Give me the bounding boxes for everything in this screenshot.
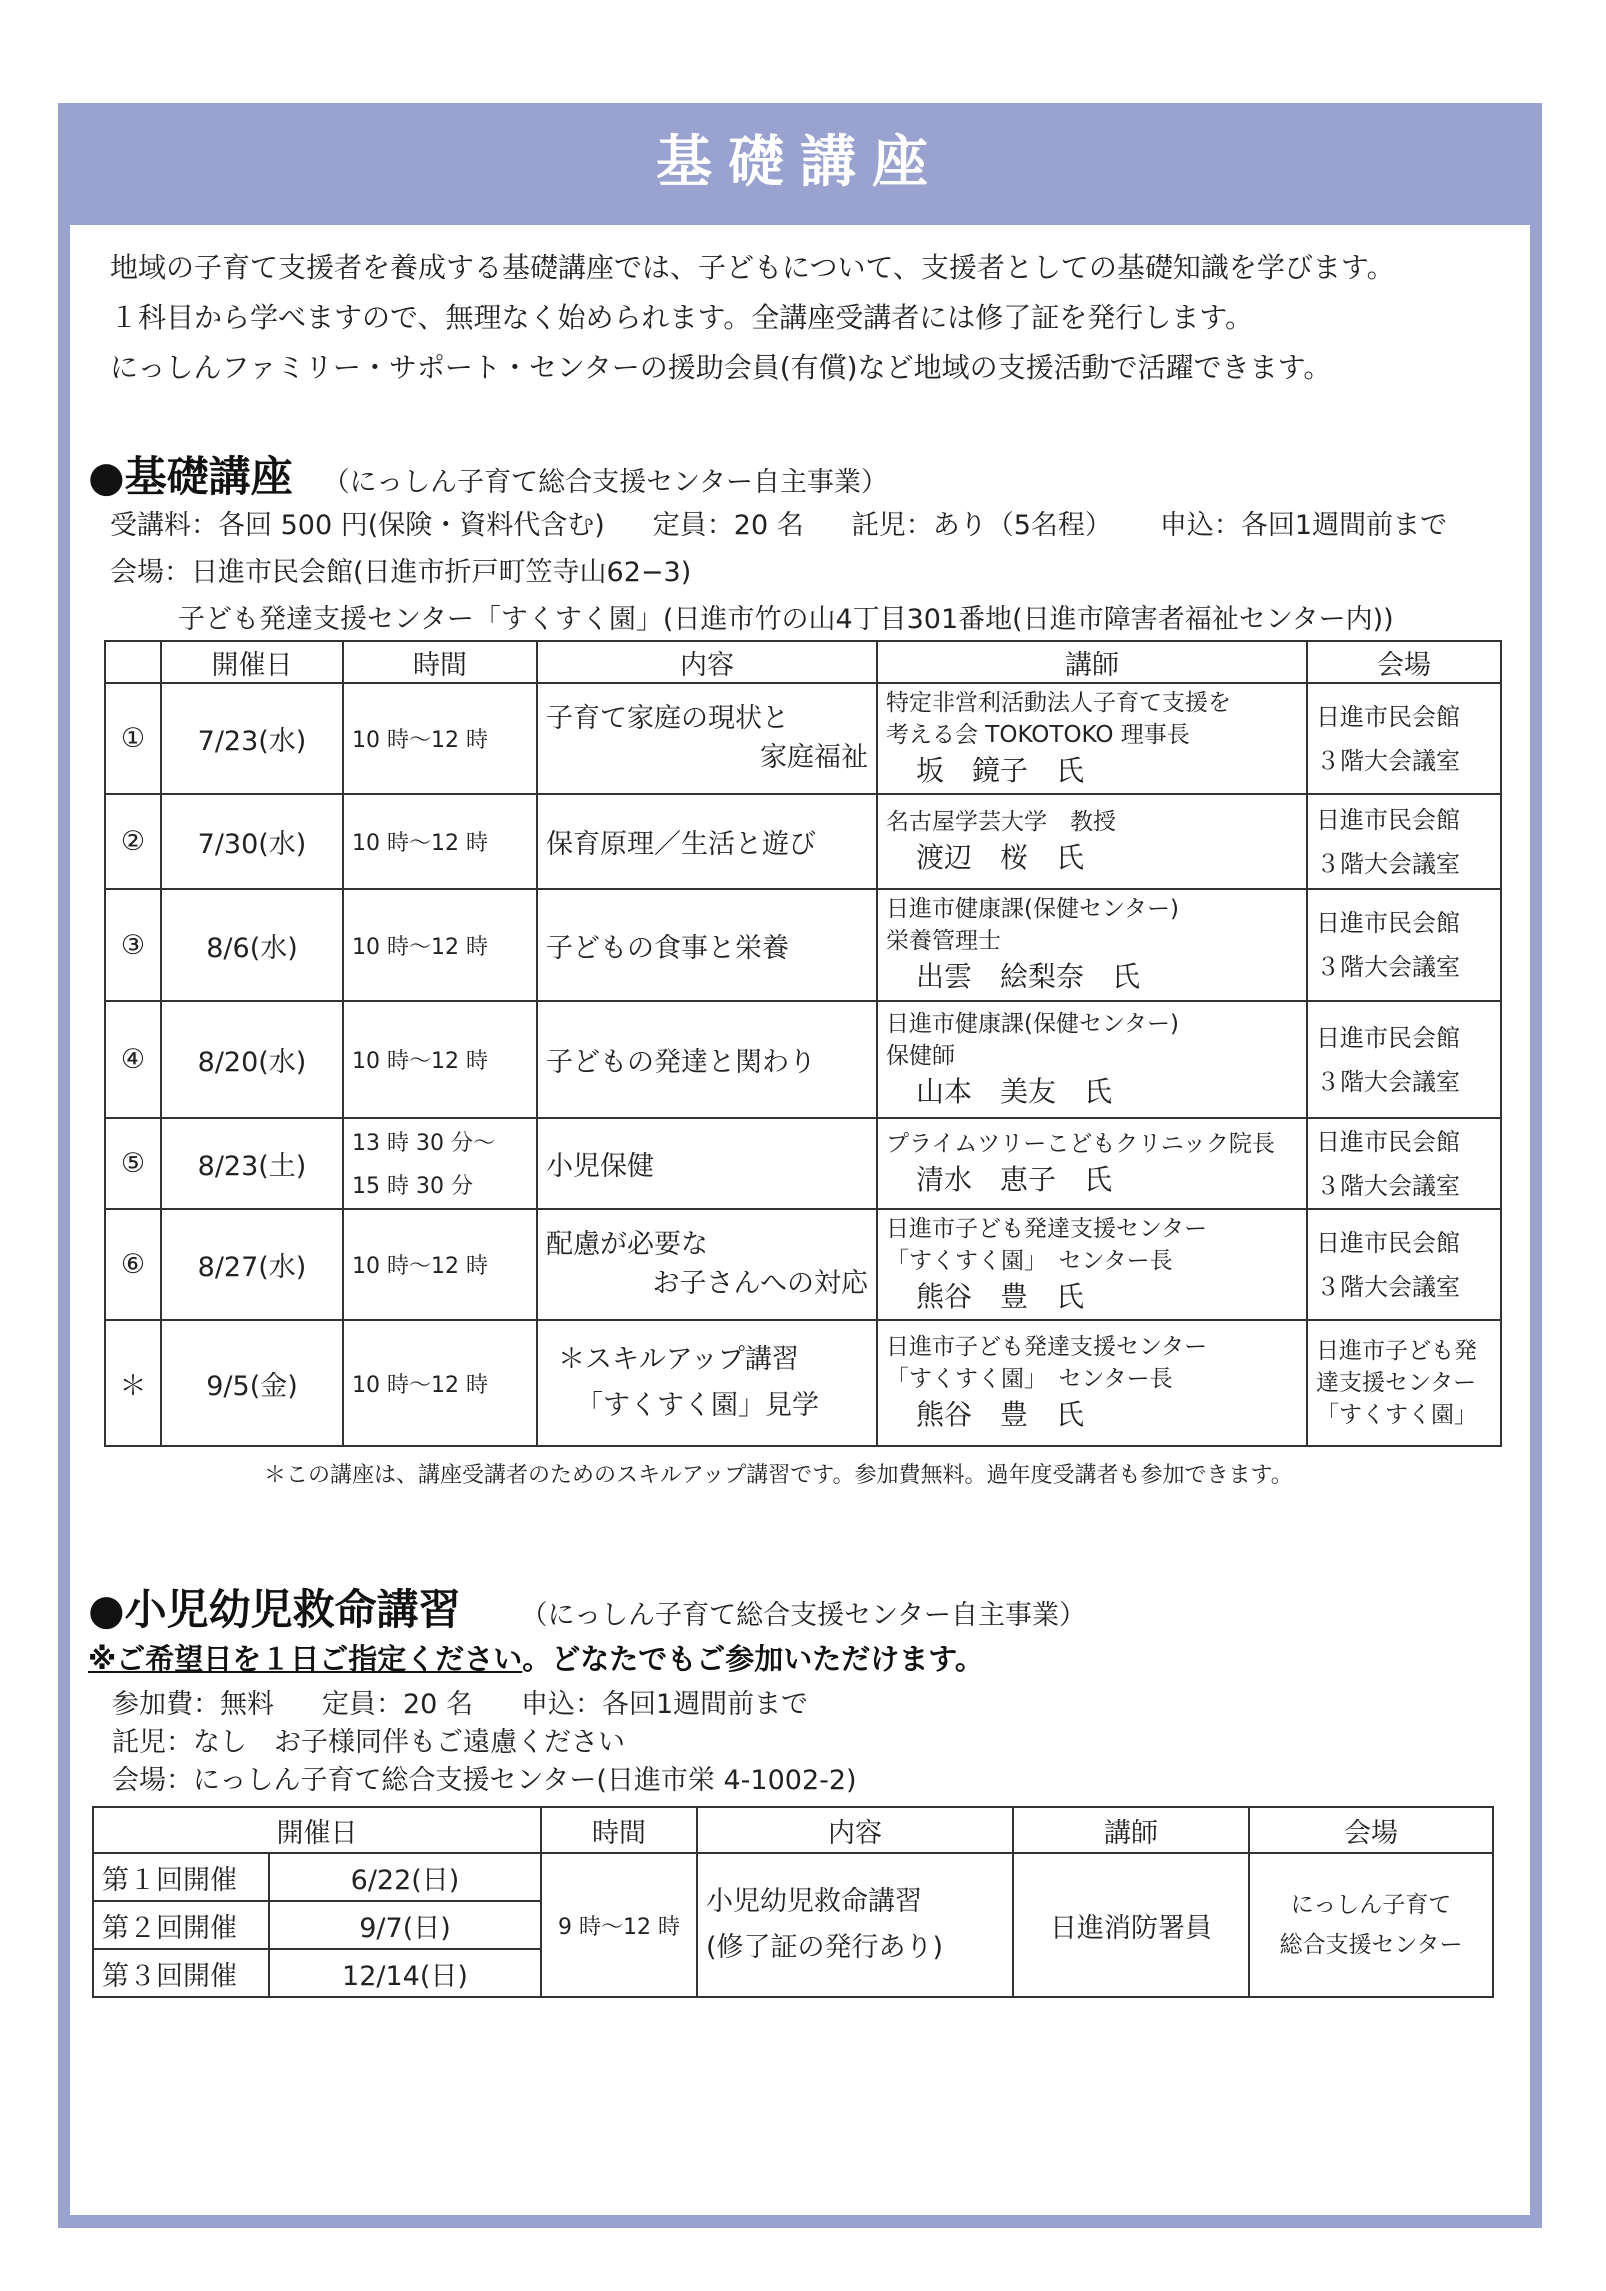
kiso-title: ●基礎講座 [88,452,293,501]
row-time: 10 時〜12 時 [343,683,537,794]
row-time: 10 時〜12 時 [343,794,537,889]
lecturer-name: 山本 美友 氏 [916,1074,1113,1108]
kyumei-title: ●小児幼児救命講習 [88,1585,461,1634]
row-date: 7/23(水) [161,683,343,794]
row-venue: 日進市民会館 ３階大会議室 [1307,889,1501,1001]
col-header: 開催日 [93,1807,541,1853]
row-time: 13 時 30 分〜 15 時 30 分 [343,1118,537,1209]
kiso-footnote: ＊この講座は、講座受講者のためのスキルアップ講習です。参加費無料。過年度受講者も参加できます。 [264,1463,1293,1488]
kyumei-childcare: 託児：なし お子様同伴もご遠慮ください [112,1727,625,1758]
page-title: 基礎講座 [656,130,944,195]
intro-line: にっしんファミリー・サポート・センターの援助会員(有償)など地域の支援活動で活躍できます。 [110,351,1332,384]
kyumei-place: にっしん子育て 総合支援センター [1249,1853,1493,1997]
kyumei-content: 小児幼児救命講習 (修了証の発行あり) [697,1853,1013,1997]
table-row [105,1320,1501,1446]
col-header: 内容 [697,1807,1013,1853]
row-content: 子どもの発達と関わり [537,1001,877,1118]
row-lecturer: 日進市子ども発達支援センター 「すくすく園」 センター長 熊谷 豊 氏 [877,1209,1307,1320]
row-content: 子どもの食事と栄養 [537,889,877,1001]
table-row [105,1001,1501,1118]
row-time: 10 時〜12 時 [343,1320,537,1446]
kiso-venue1: 会場：日進市民会館(日進市折戸町笠寺山62−3) [110,557,692,588]
col-header: 時間 [343,641,537,683]
row-lecturer: 名古屋学芸大学 教授 渡辺 桜 氏 [877,794,1307,889]
col-header: 講師 [877,641,1307,683]
lecturer-name: 坂 鏡子 氏 [916,753,1085,787]
kyumei-subtitle: （にっしん子育て総合支援センター自主事業） [520,1600,1087,1631]
row-date: 7/30(水) [161,794,343,889]
row-lecturer: 日進市健康課(保健センター) 栄養管理士 出雲 絵梨奈 氏 [877,889,1307,1001]
lecturer-name: 熊谷 豊 氏 [916,1279,1085,1313]
kyumei-capacity: 定員：20 名 [322,1689,473,1720]
row-date: 8/23(土) [161,1118,343,1209]
table-row [93,1853,1493,1901]
row-number: ① [105,683,161,794]
table-row [105,889,1501,1001]
row-date: 8/27(水) [161,1209,343,1320]
row-time: 10 時〜12 時 [343,1209,537,1320]
table-header-row [105,641,1501,683]
kiso-childcare: 託児：あり（5名程） [851,510,1112,541]
row-number: ② [105,794,161,889]
kiso-info-row [110,503,1495,542]
row-venue: 日進市民会館 ３階大会議室 [1307,683,1501,794]
row-venue: 日進市民会館 ３階大会議室 [1307,1209,1501,1320]
kyumei-lecturer: 日進消防署員 [1013,1853,1249,1997]
kyumei-heading [88,1577,1086,1637]
intro-line: １科目から学べますので、無理なく始められます。全講座受講者には修了証を発行します。 [110,301,1253,334]
col-header: 会場 [1249,1807,1493,1853]
col-header: 講師 [1013,1807,1249,1853]
kiso-subtitle: （にっしん子育て総合支援センター自主事業） [322,467,889,498]
lecturer-name: 出雲 絵梨奈 氏 [916,960,1141,993]
session-label: 第３回開催 [93,1949,269,1997]
kyumei-venue: 会場：にっしん子育て総合支援センター(日進市栄 4-1002-2) [112,1765,857,1796]
intro-text [110,243,1510,393]
session-label: 第１回開催 [93,1853,269,1901]
row-date: 8/6(水) [161,889,343,1001]
kyumei-schedule-table [92,1806,1494,1998]
kiso-schedule-table [104,640,1502,1447]
table-row [105,683,1501,794]
row-lecturer: プライムツリーこどもクリニック院長 清水 恵子 氏 [877,1118,1307,1209]
session-date: 6/22(日) [269,1853,541,1901]
col-header: 内容 [537,641,877,683]
row-number: ＊ [105,1320,161,1446]
row-number: ③ [105,889,161,1001]
kiso-venue2: 子ども発達支援センター「すくすく園」(日進市竹の山4丁目301番地(日進市障害者福祉センター内)) [178,604,1394,635]
row-date: 8/20(水) [161,1001,343,1118]
kyumei-notice-underlined: ※ご希望日を１日ご指定ください [88,1642,523,1676]
table-row [105,794,1501,889]
col-header: 会場 [1307,641,1501,683]
lecturer-name: 清水 恵子 氏 [916,1162,1113,1196]
row-date: 9/5(金) [161,1320,343,1446]
row-number: ④ [105,1001,161,1118]
intro-line: 地域の子育て支援者を養成する基礎講座では、子どもについて、支援者としての基礎知識を学びます。 [110,251,1395,284]
row-time: 10 時〜12 時 [343,889,537,1001]
lecturer-name: 渡辺 桜 氏 [916,840,1085,874]
row-content: 保育原理／生活と遊び [537,794,877,889]
row-content: 配慮が必要な お子さんへの対応 [537,1209,877,1320]
table-row [105,1118,1501,1209]
row-venue: 日進市民会館 ３階大会議室 [1307,794,1501,889]
col-header: 時間 [541,1807,697,1853]
col-header [105,641,161,683]
lecturer-name: 熊谷 豊 氏 [916,1398,1085,1431]
table-row [105,1209,1501,1320]
row-lecturer: 特定非営利活動法人子育て支援を 考える会 TOKOTOKO 理事長 坂 鏡子 氏 [877,683,1307,794]
row-number: ⑥ [105,1209,161,1320]
kiso-fee: 受講料：各回 500 円(保険・資料代含む) [110,510,605,541]
kyumei-time: 9 時〜12 時 [541,1853,697,1997]
table-header-row [93,1807,1493,1853]
session-label: 第２回開催 [93,1901,269,1949]
kyumei-apply: 申込：各回1週間前まで [520,1689,809,1720]
row-venue: 日進市民会館 ３階大会議室 [1307,1001,1501,1118]
session-date: 12/14(日) [269,1949,541,1997]
row-time: 10 時〜12 時 [343,1001,537,1118]
kiso-apply: 申込：各回1週間前まで [1159,510,1448,541]
row-content: 小児保健 [537,1118,877,1209]
kyumei-fee: 参加費：無料 [112,1689,274,1720]
row-lecturer: 日進市健康課(保健センター) 保健師 山本 美友 氏 [877,1001,1307,1118]
col-header: 開催日 [161,641,343,683]
kyumei-info-row [112,1682,856,1721]
session-date: 9/7(日) [269,1901,541,1949]
kyumei-notice-rest: 。どなたでもご参加いただけます。 [522,1642,984,1676]
kiso-capacity: 定員：20 名 [652,510,804,541]
row-content: ＊スキルアップ講習 「すくすく園」見学 [537,1320,877,1446]
row-number: ⑤ [105,1118,161,1209]
row-lecturer: 日進市子ども発達支援センター 「すくすく園」 センター長 熊谷 豊 氏 [877,1320,1307,1446]
kyumei-notice [88,1637,984,1678]
row-venue: 日進市民会館 ３階大会議室 [1307,1118,1501,1209]
row-content: 子育て家庭の現状と 家庭福祉 [537,683,877,794]
row-venue: 日進市子ども発 達支援センター 「すくすく園」 [1307,1320,1501,1446]
kiso-heading [88,444,888,504]
